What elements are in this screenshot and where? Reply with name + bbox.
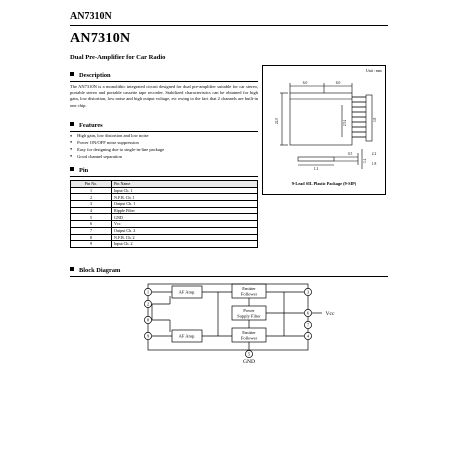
pin-no-cell: 6: [71, 221, 112, 228]
pin-name-cell: Input Ch. 1: [112, 187, 258, 194]
pin-name-cell: Input Ch. 2: [112, 241, 258, 248]
table-row: [71, 234, 258, 241]
block-diagram-rule: [70, 276, 388, 277]
pin-number-label: 4: [306, 333, 310, 339]
gnd-label: GND: [242, 359, 256, 364]
pin-no-cell: 4: [71, 207, 112, 214]
pin-name-cell: Output Ch. 2: [112, 227, 258, 234]
table-row: [71, 187, 258, 194]
pin-number-label: 8: [146, 317, 150, 323]
emitter-follower-1-label: Emitter: [242, 286, 256, 291]
pin-number-label: 7: [306, 322, 310, 328]
features-heading: Features: [70, 122, 103, 129]
pin-name-cell: Output Ch. 1: [112, 201, 258, 208]
pin-table: [70, 180, 258, 248]
pin-name-cell: Ripple Filter: [112, 207, 258, 214]
pin-number-label: 1: [146, 289, 150, 295]
emitter-follower-1-label: Follower: [240, 291, 258, 297]
table-row: [71, 207, 258, 214]
pin-name-cell: GND: [112, 214, 258, 221]
bullet-square-icon: [70, 122, 74, 126]
header-rule: [70, 25, 388, 26]
dim-label: 6.0: [335, 81, 341, 85]
description-rule: [70, 81, 258, 82]
pin-no-cell: 5: [71, 214, 112, 221]
block-diagram: [140, 280, 340, 364]
emitter-follower-2-label: Follower: [240, 335, 258, 341]
vcc-label: Vcc: [325, 311, 335, 317]
emitter-follower-2-label: Emitter: [242, 330, 256, 335]
table-row: [71, 194, 258, 201]
power-supply-filter-label: Supply Filter: [237, 313, 261, 319]
pin-name-cell: N.F.B. Ch. 1: [112, 194, 258, 201]
pin-name-cell: N.F.B. Ch. 2: [112, 234, 258, 241]
table-row: [71, 227, 258, 234]
column-header-pin-no: Pin No.: [71, 181, 112, 188]
pin-no-cell: 9: [71, 241, 112, 248]
pin-number-label: 3: [306, 289, 310, 295]
features-rule: [70, 131, 258, 132]
list-item: ● Good channel separation: [70, 154, 164, 161]
dim-label: 1.2: [313, 167, 319, 171]
package-outline-drawing: [262, 65, 386, 181]
table-row: [71, 241, 258, 248]
unit-label: Unit : mm: [366, 69, 382, 73]
pin-no-cell: 8: [71, 234, 112, 241]
pin-rule: [70, 176, 258, 177]
bullet-square-icon: [70, 72, 74, 76]
page-subtitle: Dual Pre-Amplifier for Car Radio: [70, 54, 166, 61]
column-header-pin-name: Pin Name: [112, 181, 258, 188]
table-row: [71, 214, 258, 221]
header-part-number: AN7310N: [70, 11, 112, 22]
description-heading: Description: [70, 72, 111, 79]
af-amp-2-label: AF Amp.: [178, 333, 196, 339]
pin-heading: Pin: [70, 167, 88, 174]
pin-name-cell: Vcc: [112, 221, 258, 228]
dim-label: 3.8: [373, 117, 377, 123]
af-amp-1-label: AF Amp.: [178, 289, 196, 295]
features-list: [70, 133, 164, 161]
pin-no-cell: 1: [71, 187, 112, 194]
table-row: [71, 221, 258, 228]
block-diagram-heading: Block Diagram: [70, 267, 120, 274]
page-title: AN7310N: [70, 31, 131, 46]
pin-no-cell: 3: [71, 201, 112, 208]
pin-number-label: 9: [146, 333, 150, 339]
pin-no-cell: 2: [71, 194, 112, 201]
bullet-square-icon: [70, 167, 74, 171]
description-text: The AN7310N is a monolithic integrated circuit designed for dual pre-amplifier suitable for car stereo, portable stereo and portable cassette tape recorder. Stabilized characteristics can be obtained for high gain, low distortion, low noise and high output voltage, etc owing to the fact that 2 channels are built-in one chip.: [70, 84, 258, 108]
dim-label: 0.5: [347, 152, 353, 156]
list-item: ● Power ON/OFF noise suppression: [70, 140, 164, 147]
table-row: [71, 201, 258, 208]
dim-label: 1.8: [371, 162, 377, 166]
power-supply-filter-label: Power: [243, 308, 255, 313]
pin-no-cell: 7: [71, 227, 112, 234]
dim-label: 2.2: [371, 152, 377, 156]
table-header-row: [71, 181, 258, 188]
list-item: ● High gain, low distortion and low noise: [70, 133, 164, 140]
bullet-square-icon: [70, 267, 74, 271]
dim-label: 3.4: [363, 158, 367, 164]
dim-label: 2.54: [343, 119, 347, 127]
pin-number-label: 2: [146, 301, 150, 307]
list-item: ● Easy for designing due to single-in-line package: [70, 147, 164, 154]
pin-number-label: 6: [306, 310, 310, 316]
dim-label: 22.0: [275, 117, 279, 125]
dim-label: 6.0: [302, 81, 308, 85]
package-caption: 9-Lead SIL Plastic Package (9-SIP): [291, 181, 357, 186]
pin-number-label: 5: [247, 351, 251, 357]
